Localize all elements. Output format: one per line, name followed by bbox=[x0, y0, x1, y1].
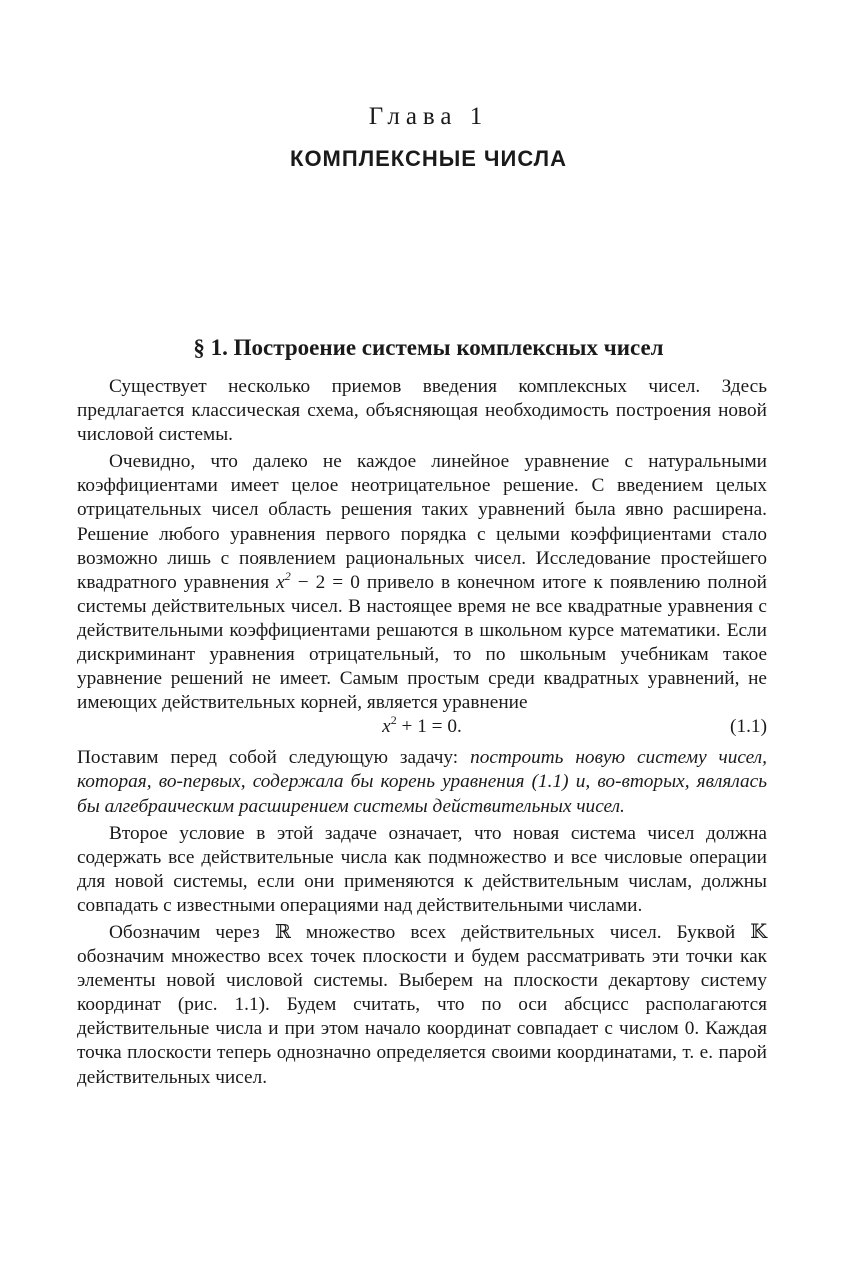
paragraph-4: Второе условие в этой задаче означает, что новая система чисел должна содержать все действительные числа как подмножество и все числовые операции для новой системы, если они применяются к действительным числам, должны совпадать с известными операциями над действительными числами. bbox=[77, 822, 767, 916]
paragraph-3-emphasis: построить новую систему чисел, которая, во-первых, содержала бы корень уравнения (1.1) и, во-вторых, являлась бы алгебраическим расширением системы действительных чисел. bbox=[77, 747, 767, 817]
paragraph-3-intro: Поставим перед собой следующую задачу: bbox=[77, 747, 471, 769]
inline-equation: $x^2 - 2 = 0$ bbox=[276, 568, 360, 593]
section-title: § 1. Построение системы комплексных чисел bbox=[193, 335, 664, 360]
paragraph-2 bbox=[77, 450, 767, 715]
equation-number: (1.1) bbox=[730, 716, 767, 738]
chapter-label: Глава 1 bbox=[368, 103, 489, 130]
equation-body: $x^2 + 1 = 0$. bbox=[382, 713, 462, 738]
equation-1-1 bbox=[77, 715, 767, 742]
paragraph-3 bbox=[77, 746, 767, 818]
set-r-symbol: ℝ bbox=[274, 921, 291, 943]
paragraph-1: Существует несколько приемов введения комплексных чисел. Здесь предлагается классическая схема, объясняющая необходимость построения новой числовой системы. bbox=[77, 376, 767, 446]
body-text bbox=[77, 375, 767, 1090]
paragraph-2-text-b: привело в конечном итоге к появлению полной системы действительных чисел. В настоящее время не все квадратные уравнения с действительными коэффициентами решаются в школьном курсе математики. Если дискриминант уравнения отрицательный, то по школьным учебникам такое уравнение решений не имеет. Самым простым среди квадратных уравнений, не имеющих действительных корней, является уравнение bbox=[77, 571, 767, 714]
paragraph-5: Обозначим через ℝ множество всех действительных чисел. Буквой 𝕂 обозначим множество всех точек плоскости и будем рассматривать эти точки как элементы новой числовой системы. Выберем на плоскости декартову систему координат (рис. 1.1). Будем считать, что по оси абсцисс располагаются действительные числа и при этом начало координат совпадает с числом 0. Каждая точка плоскости теперь однозначно определяется своими координатами, т. е. парой действительных чисел. bbox=[77, 921, 768, 1088]
paragraph-2-text-a: Очевидно, что далеко не каждое линейное уравнение с натуральными коэффициентами имеет целое неотрицательное решение. С введением целых отрицательных чисел область решения таких уравнений была явно расширена. Решение любого уравнения первого порядка с целыми коэффициентами стало возможно лишь с появлением рациональных чисел. Исследование простейшего квадратного уравнения bbox=[77, 451, 767, 593]
set-k-symbol: 𝕂 bbox=[750, 921, 768, 943]
chapter-title: КОМПЛЕКСНЫЕ ЧИСЛА bbox=[290, 146, 567, 171]
